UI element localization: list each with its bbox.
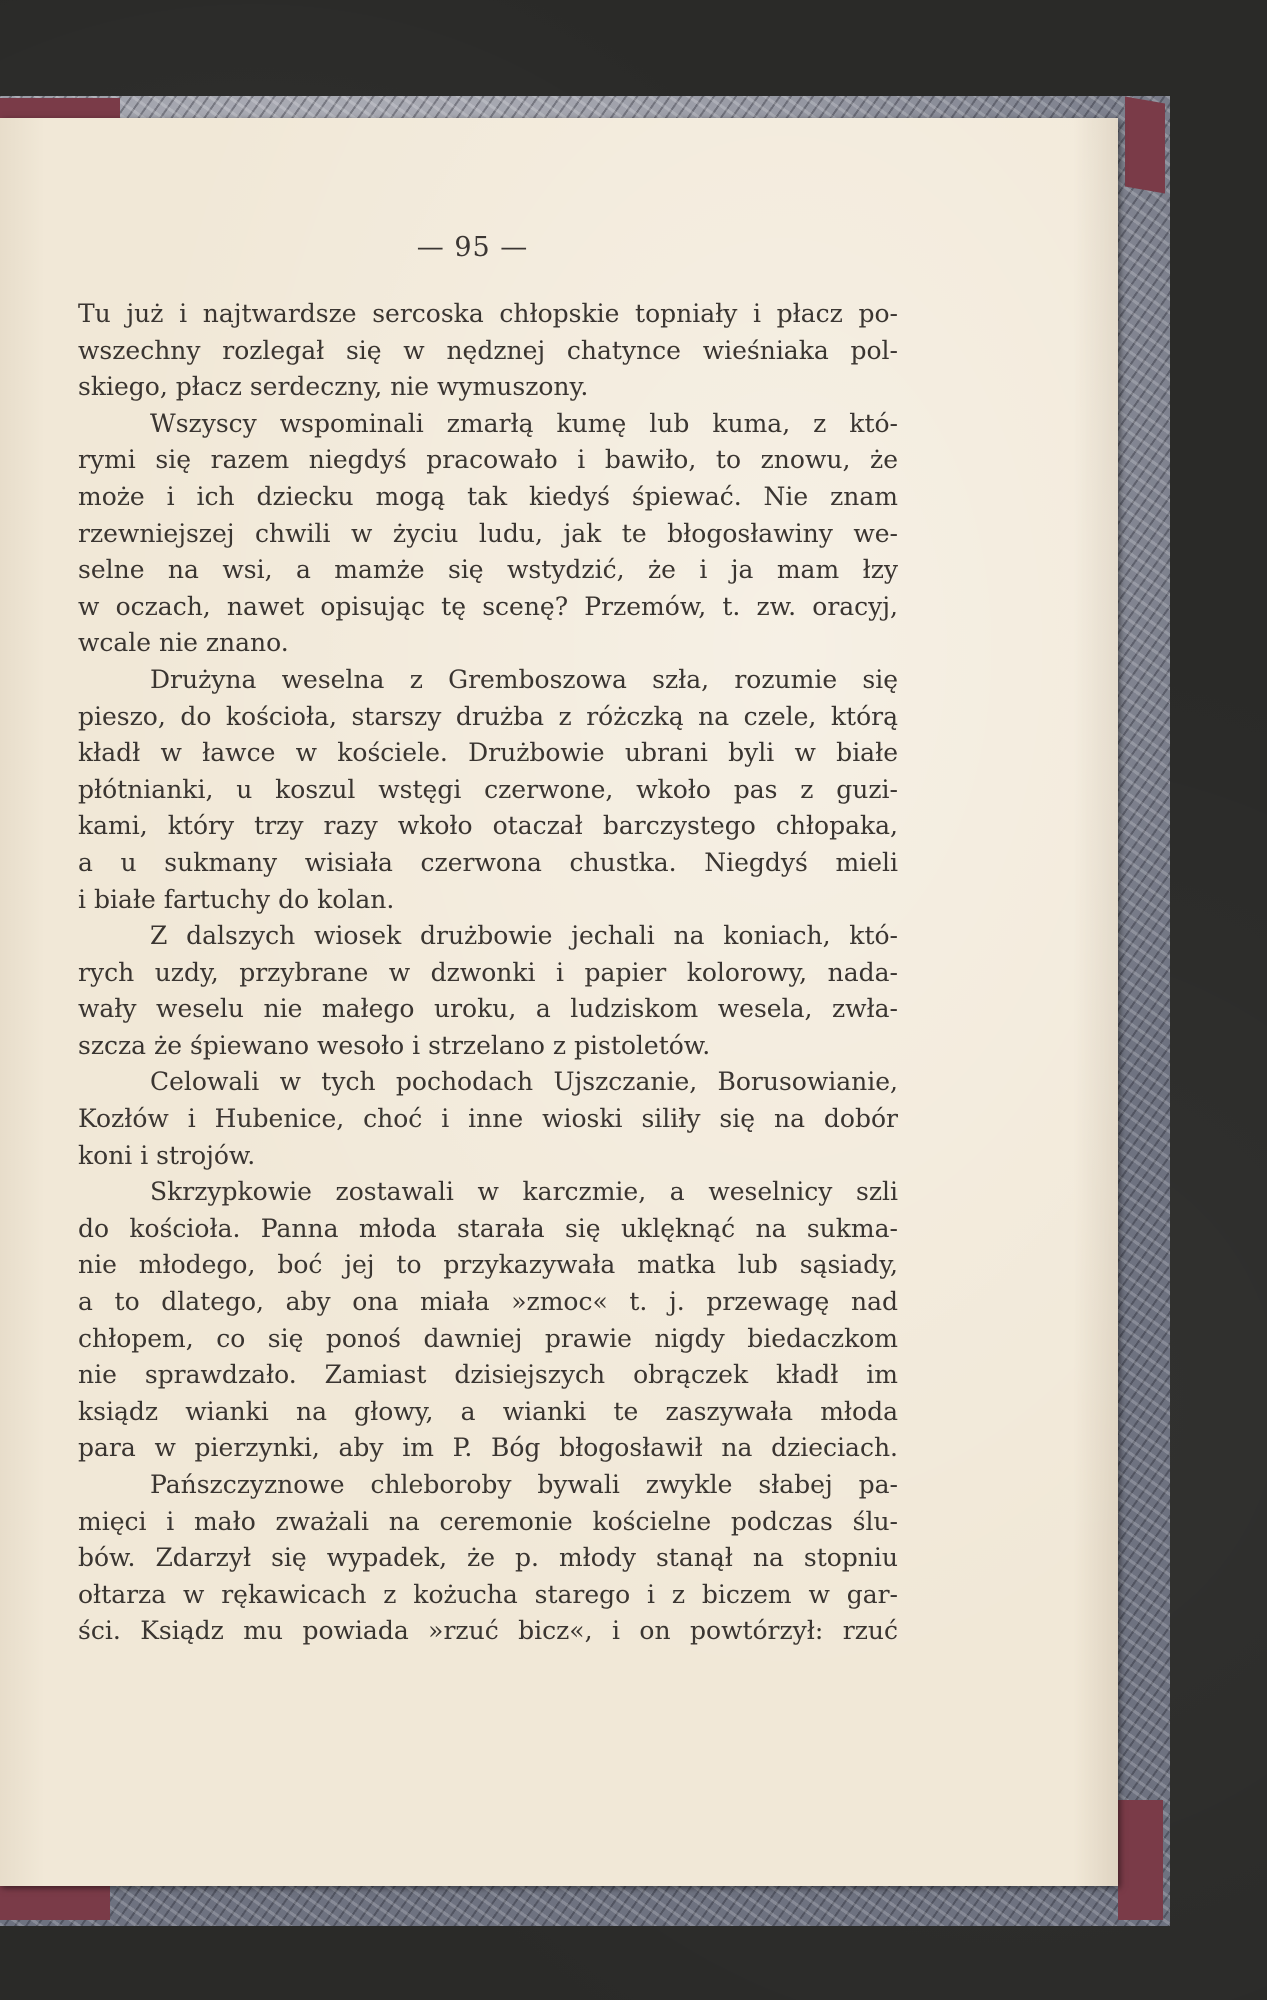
text-line: skiego, płacz serdeczny, nie wymuszony.: [78, 372, 589, 402]
text-line: a to dlatego, aby ona miała »zmoc« t. j. przewagę nad: [78, 1287, 898, 1317]
text-line: mięci i mało zważali na ceremonie kościelne podczas ślu-: [78, 1506, 898, 1536]
text-line: Wszyscy wspominali zmarłą kumę lub kuma, z któ-: [150, 408, 898, 438]
text-line: i białe fartuchy do kolan.: [78, 884, 395, 914]
text-line: koni i strojów.: [78, 1140, 256, 1170]
text-line: do kościoła. Panna młoda starała się uklęknąć na sukma-: [78, 1213, 898, 1243]
text-line: pieszo, do kościoła, starszy drużba z różczką na czele, którą: [78, 701, 898, 731]
cover-corner-top-right: [1125, 96, 1165, 193]
text-line: kładł w ławce w kościele. Drużbowie ubrani byli w białe: [78, 738, 898, 768]
text-line: kami, który trzy razy wkoło otaczał barczystego chłopaka,: [78, 811, 898, 841]
text-line: rzewniejszej chwili w życiu ludu, jak te błogosławiny we-: [78, 518, 898, 548]
text-line: para w pierzynki, aby im P. Bóg błogosławił na dzieciach.: [78, 1433, 898, 1463]
text-line: nie młodego, boć jej to przykazywała matka lub sąsiady,: [78, 1250, 898, 1280]
text-line: ołtarza w rękawicach z kożucha starego i z biczem w gar-: [78, 1579, 898, 1609]
text-line: płótnianki, u koszul wstęgi czerwone, wkoło pas z guzi-: [78, 774, 898, 804]
cover-corner-bottom-right: [1118, 1800, 1163, 1920]
text-line: ści. Ksiądz mu powiada »rzuć bicz«, i on powtórzył: rzuć: [78, 1616, 898, 1646]
text-line: chłopem, co się ponoś dawniej prawie nigdy biedaczkom: [78, 1323, 898, 1353]
text-line: może i ich dziecku mogą tak kiedyś śpiewać. Nie znam: [78, 481, 898, 511]
text-line: Skrzypkowie zostawali w karczmie, a weselnicy szli: [150, 1177, 898, 1207]
text-line: rymi się razem niegdyś pracowało i bawiło, to znowu, że: [78, 445, 898, 475]
text-line: Kozłów i Hubenice, choć i inne wioski siliły się na dobór: [78, 1104, 898, 1134]
body-text: [78, 296, 898, 1650]
text-line: Drużyna weselna z Gremboszowa szła, rozumie się: [150, 664, 898, 694]
text-line: wcale nie znano.: [78, 628, 289, 658]
text-line: szcza że śpiewano wesoło i strzelano z pistoletów.: [78, 1030, 711, 1060]
text-line: wały weselu nie małego uroku, a ludziskom wesela, zwła-: [78, 994, 898, 1024]
text-line: Z dalszych wiosek drużbowie jechali na koniach, któ-: [150, 921, 898, 951]
text-line: selne na wsi, a mamże się wstydzić, że i ja mam łzy: [78, 555, 898, 585]
text-line: Tu już i najtwardsze sercoska chłopskie topniały i płacz po-: [78, 299, 898, 328]
text-line: rych uzdy, przybrane w dzwonki i papier kolorowy, nada-: [78, 957, 898, 987]
text-line: Celowali w tych pochodach Ujszczanie, Borusowianie,: [150, 1067, 898, 1097]
text-line: ksiądz wianki na głowy, a wianki te zaszywała młoda: [78, 1396, 898, 1426]
text-line: w oczach, nawet opisując tę scenę? Przemów, t. zw. oracyj,: [78, 591, 898, 621]
text-line: bów. Zdarzył się wypadek, że p. młody stanął na stopniu: [78, 1543, 898, 1573]
text-line: a u sukmany wisiała czerwona chustka. Niegdyś mieli: [78, 847, 898, 877]
page-number: — 95 —: [416, 232, 529, 263]
text-line: nie sprawdzało. Zamiast dzisiejszych obrączek kładł im: [78, 1360, 898, 1390]
cover-corner-bottom-left: [0, 1880, 110, 1920]
text-line: wszechny rozlegał się w nędznej chatynce wieśniaka pol-: [78, 335, 898, 365]
text-line: Pańszczyznowe chleboroby bywali zwykle słabej pa-: [150, 1470, 898, 1499]
cover-corner-top-left: [0, 98, 120, 118]
